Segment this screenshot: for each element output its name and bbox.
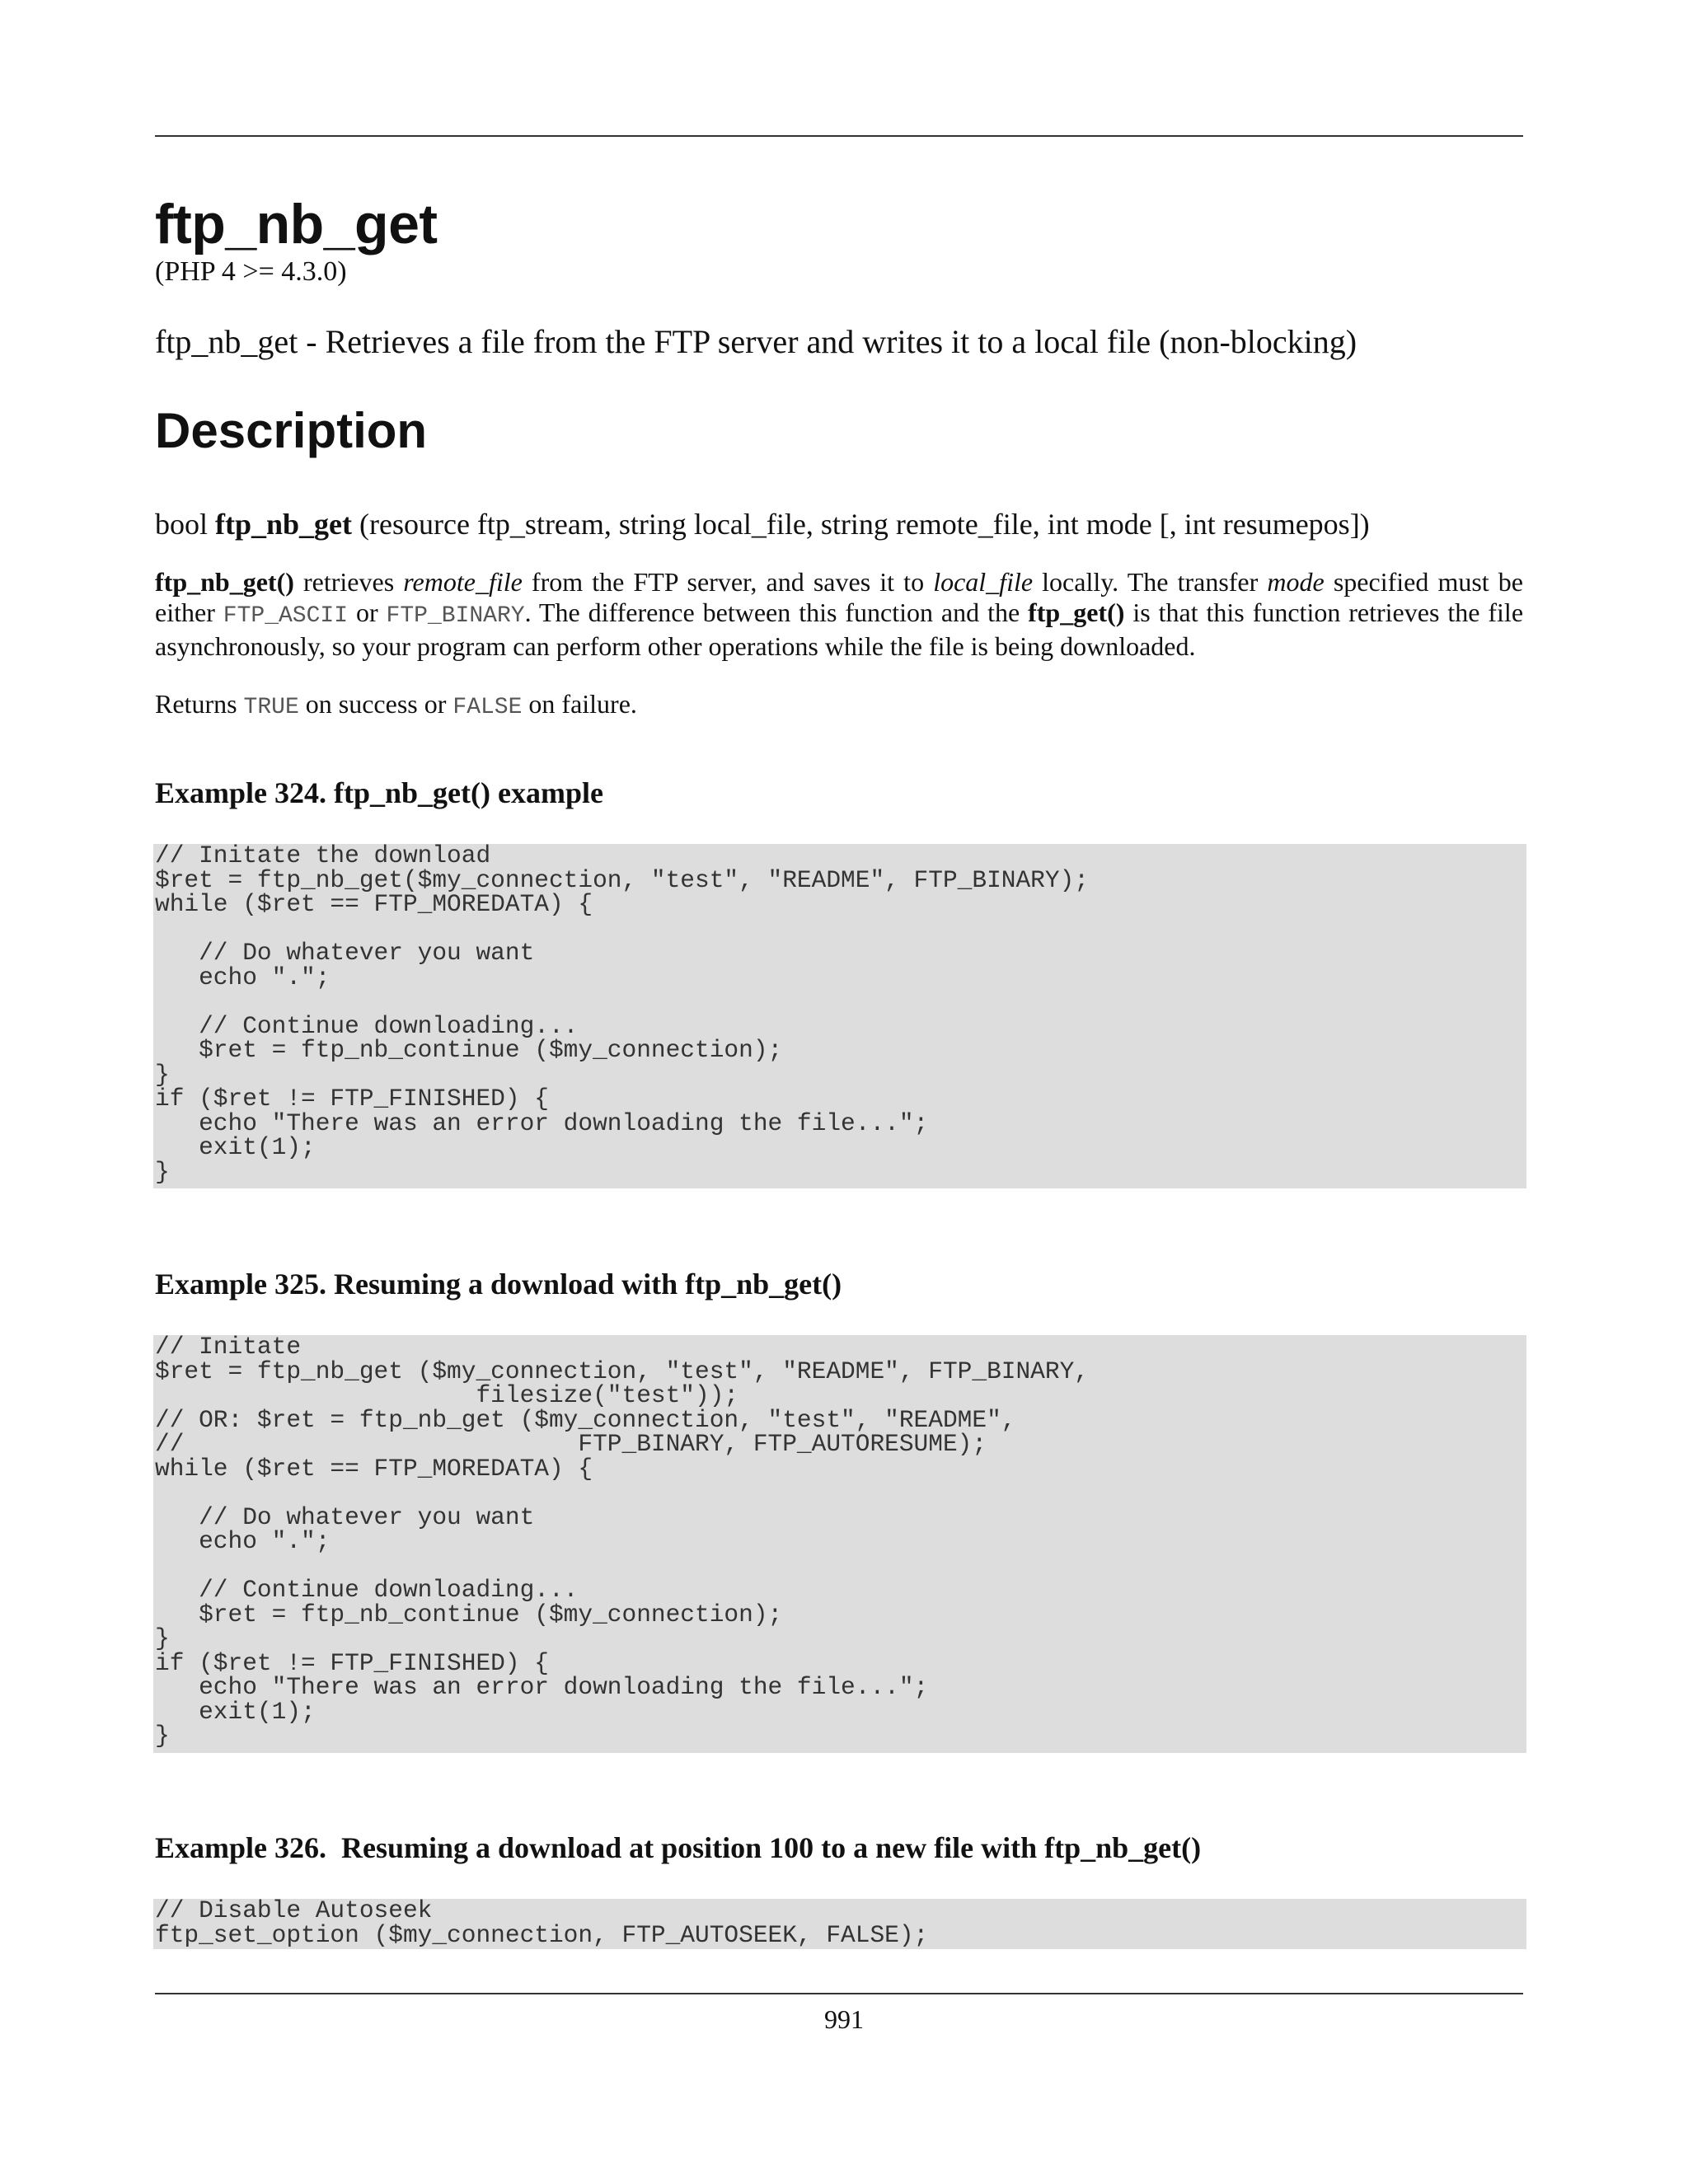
para-text: from the FTP server, and saves it to: [522, 567, 934, 597]
example-326-code: // Disable Autoseek ftp_set_option ($my_connection, FTP_AUTOSEEK, FALSE);: [153, 1899, 1526, 1949]
bottom-rule: [155, 1993, 1523, 1994]
example-324-title: Example 324. ftp_nb_get() example: [155, 776, 603, 809]
const-ftp-binary: FTP_BINARY: [386, 603, 525, 629]
const-ftp-ascii: FTP_ASCII: [223, 603, 349, 629]
version-info: (PHP 4 >= 4.3.0): [155, 256, 347, 287]
return-type: bool: [155, 508, 209, 541]
para-text: specified must be either: [155, 567, 1524, 627]
const-false: FALSE: [452, 695, 523, 720]
para-text: . The difference between this function and the: [524, 598, 1029, 627]
param-mode: mode: [1267, 567, 1325, 597]
example-325-title: Example 325. Resuming a download with ftp_nb_get(): [155, 1268, 842, 1301]
param-remote-file: remote_file: [403, 567, 523, 597]
const-true: TRUE: [243, 695, 299, 720]
para-text: retrieves: [293, 567, 404, 597]
returns-text: on failure.: [522, 689, 637, 719]
top-rule: [155, 135, 1523, 137]
function-name: ftp_nb_get: [215, 508, 353, 541]
description-paragraph: [155, 567, 1523, 662]
returns-text: on success or: [298, 689, 453, 719]
function-synopsis: [155, 504, 1370, 544]
function-params: (resource ftp_stream, string local_file, string remote_file, int mode [, int resumepos]): [359, 508, 1370, 541]
example-324-code: // Initate the download $ret = ftp_nb_get($my_connection, "test", "README", FTP_BINARY); while ($ret == FTP_MOREDATA) { // Do whatever you want echo "."; // Continue downloading... $ret = ftp_nb_continue ($my_connection); } if ($ret != FTP_FINISHED) { echo "There was an error downloading the file..."; exit(1); }: [153, 844, 1526, 1188]
page-number: 991: [824, 2004, 864, 2034]
param-local-file: local_file: [933, 567, 1034, 597]
example-325-code: // Initate $ret = ftp_nb_get ($my_connection, "test", "README", FTP_BINARY, filesize("test")); // OR: $ret = ftp_nb_get ($my_connection, "test", "README", // FTP_BINARY, FTP_AUTORESUME); while ($ret == FTP_MOREDATA) { // Do whatever you want echo "."; // Continue downloading... $ret = ftp_nb_continue ($my_connection); } if ($ret != FTP_FINISHED) { echo "There was an error downloading the file..."; exit(1); }: [153, 1335, 1526, 1753]
para-text: is that this function retrieves the file asynchronously, so your program can perform other operations while the file is being downloaded.: [155, 598, 1524, 661]
page-title: ftp_nb_get: [155, 193, 438, 255]
para-text: locally. The transfer: [1033, 567, 1268, 597]
func-ref-ftp-get: ftp_get(): [1028, 598, 1125, 627]
refname-line: ftp_nb_get - Retrieves a file from the FTP server and writes it to a local file (non-blocking): [155, 323, 1357, 360]
para-text: or: [348, 598, 387, 627]
returns-line: [155, 687, 637, 724]
description-heading: Description: [155, 403, 428, 458]
func-ref: ftp_nb_get(): [155, 567, 294, 597]
returns-text: Returns: [155, 689, 244, 719]
example-326-title: Example 326. Resuming a download at position 100 to a new file with ftp_nb_get(): [155, 1831, 1202, 1864]
